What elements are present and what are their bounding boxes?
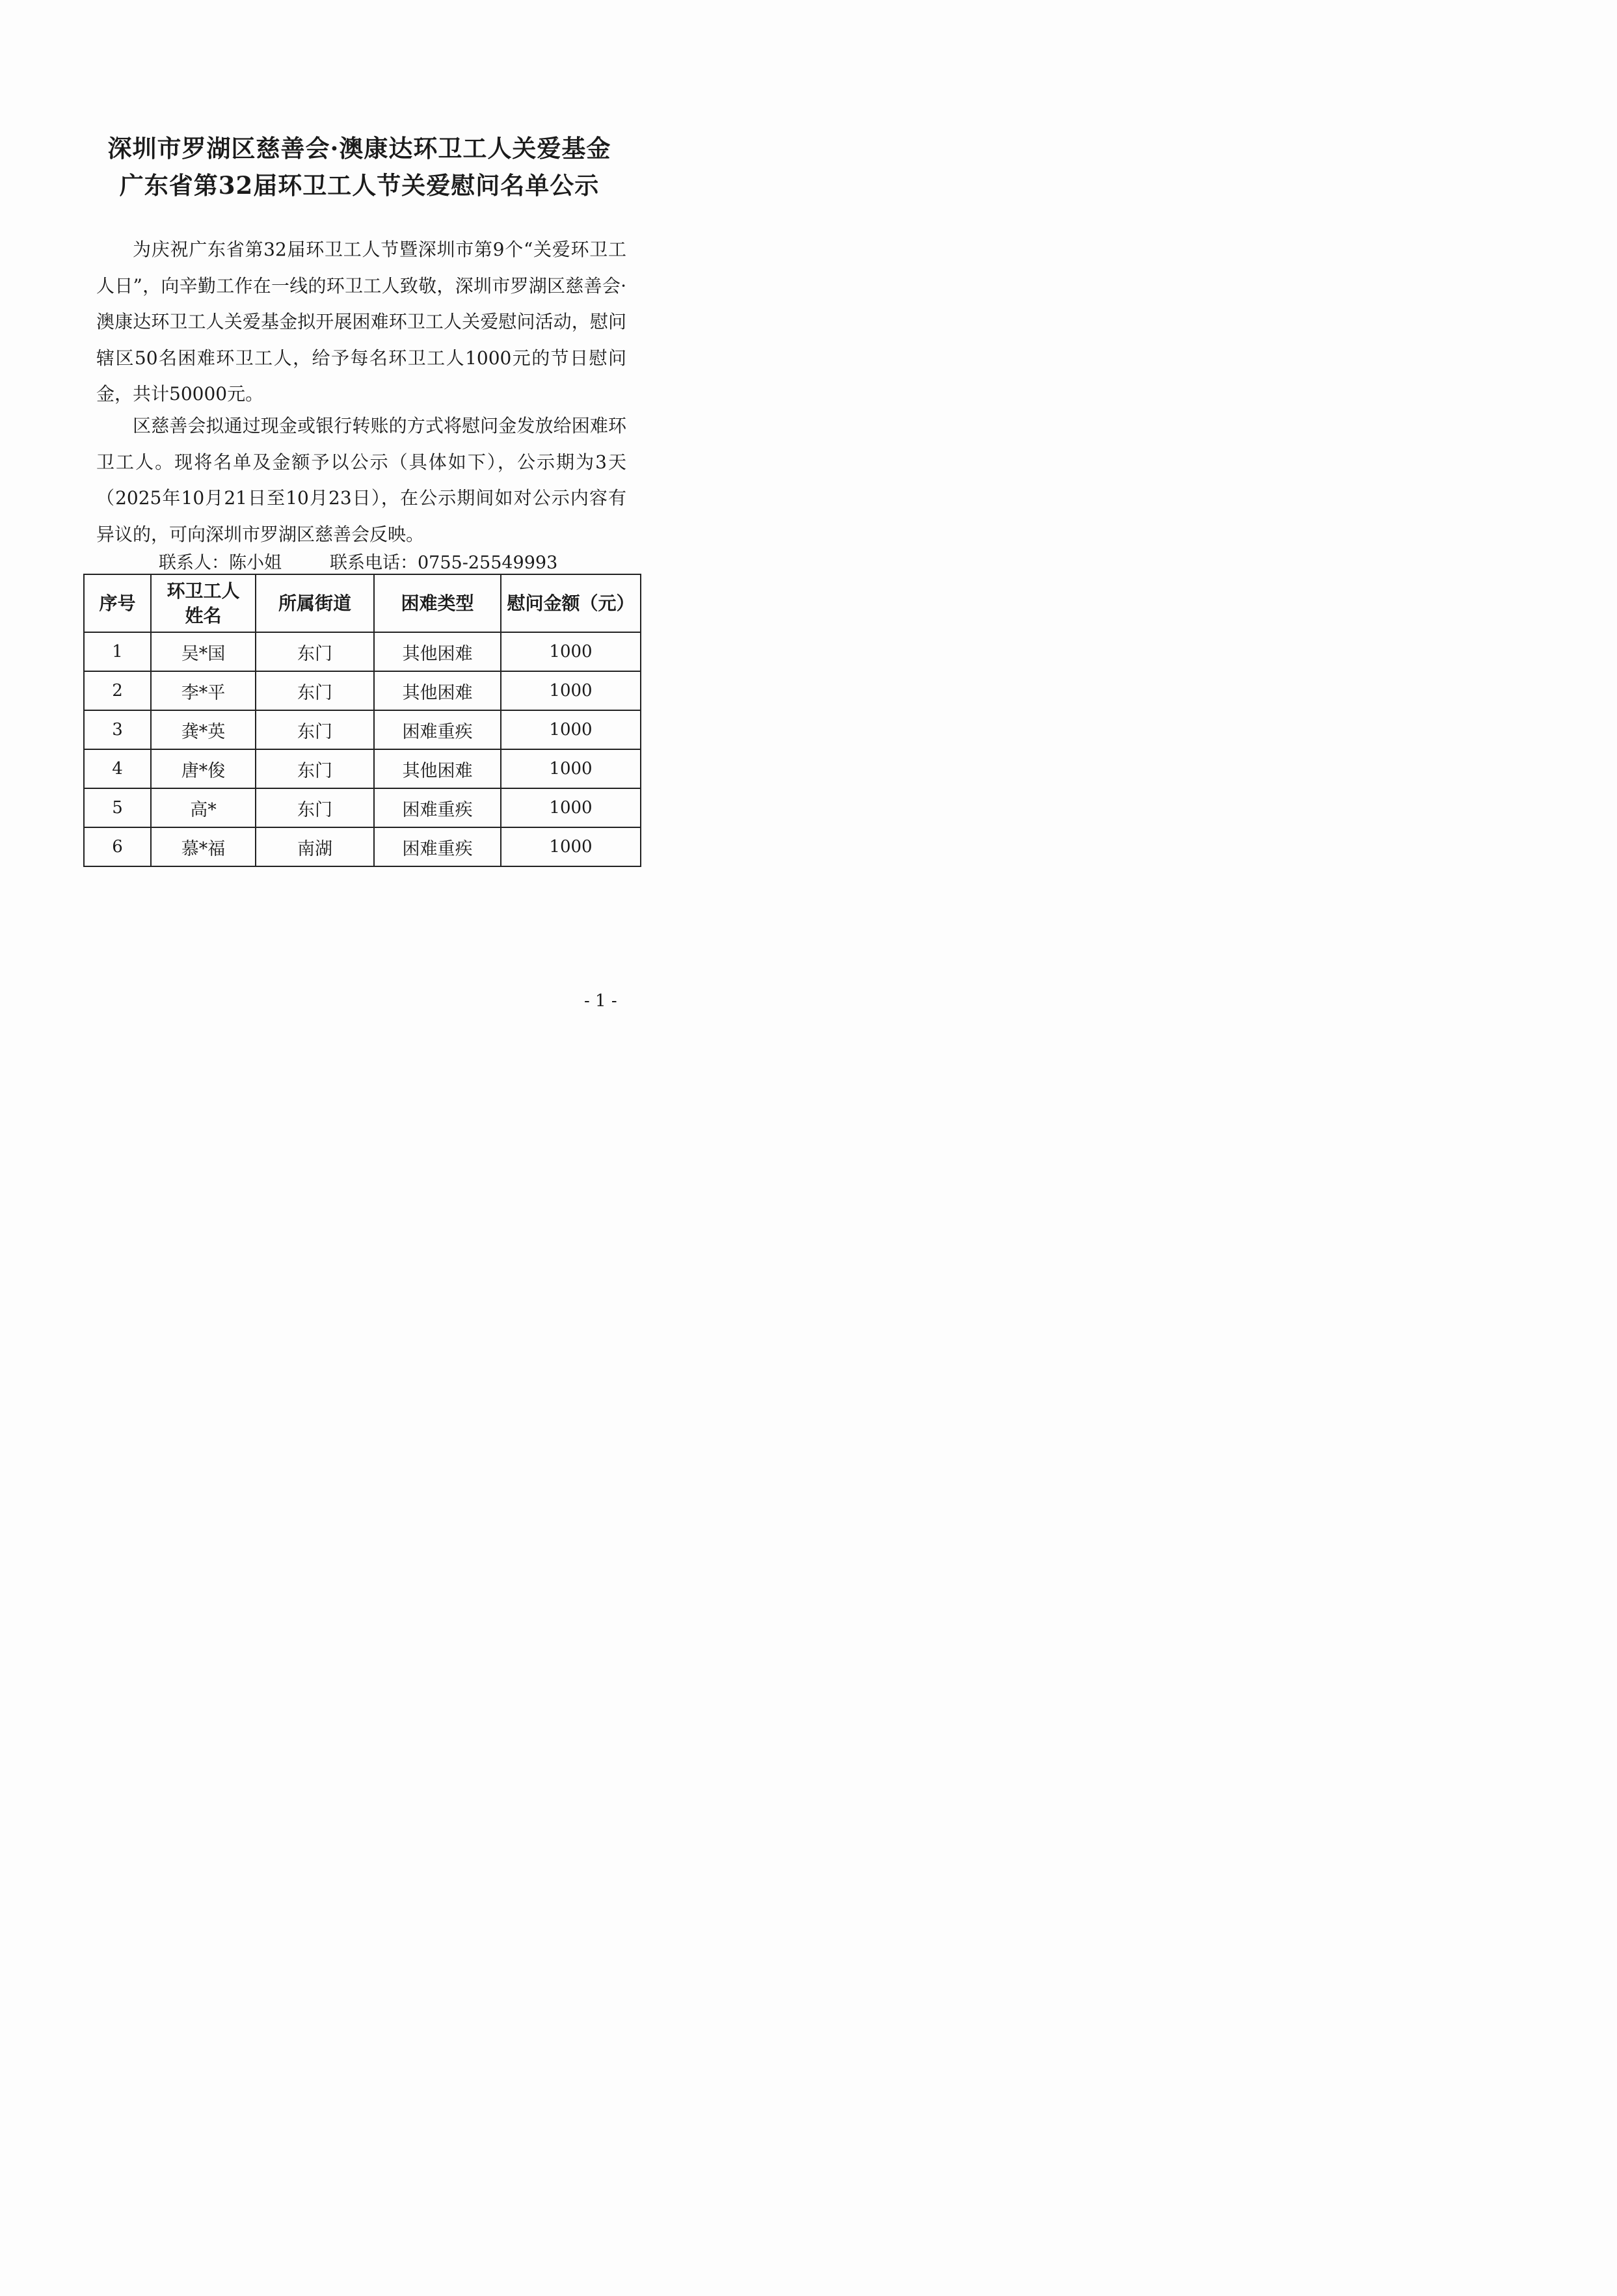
table-row bbox=[84, 710, 641, 749]
row-amount: 1000 bbox=[501, 749, 641, 788]
page-number: - 1 - bbox=[584, 991, 617, 1011]
table-row bbox=[84, 632, 641, 671]
row-name: 唐*俊 bbox=[151, 749, 256, 788]
table-header-row bbox=[84, 574, 641, 632]
document-page bbox=[0, 0, 719, 1021]
row-name: 吴*国 bbox=[151, 632, 256, 671]
row-index: 4 bbox=[84, 749, 151, 788]
header-street: 所属街道 bbox=[256, 574, 374, 632]
row-type: 其他困难 bbox=[374, 749, 501, 788]
row-type: 困难重疾 bbox=[374, 827, 501, 866]
header-index: 序号 bbox=[84, 574, 151, 632]
row-index: 2 bbox=[84, 671, 151, 710]
row-index: 3 bbox=[84, 710, 151, 749]
row-type: 其他困难 bbox=[374, 632, 501, 671]
contact-person: 联系人：陈小姐 bbox=[159, 553, 282, 573]
row-type: 其他困难 bbox=[374, 671, 501, 710]
row-street: 南湖 bbox=[256, 827, 374, 866]
document-title-line-1: 深圳市罗湖区慈善会·澳康达环卫工人关爱基金 bbox=[107, 134, 611, 163]
row-type: 困难重疾 bbox=[374, 788, 501, 827]
row-street: 东门 bbox=[256, 632, 374, 671]
table-row bbox=[84, 749, 641, 788]
header-amount: 慰问金额（元） bbox=[501, 574, 641, 632]
table-row bbox=[84, 671, 641, 710]
row-index: 1 bbox=[84, 632, 151, 671]
intro-paragraph: 为庆祝广东省第32届环卫工人节暨深圳市第9个“关爱环卫工人日”，向辛勤工作在一线的环卫工人致敬，深圳市罗湖区慈善会·澳康达环卫工人关爱基金拟开展困难环卫工人关爱慰问活动，慰问辖区50名困难环卫工人，给予每名环卫工人1000元的节日慰问金，共计50000元。 bbox=[96, 239, 626, 405]
row-index: 5 bbox=[84, 788, 151, 827]
row-amount: 1000 bbox=[501, 671, 641, 710]
table-row bbox=[84, 827, 641, 866]
row-street: 东门 bbox=[256, 749, 374, 788]
row-street: 东门 bbox=[256, 788, 374, 827]
row-amount: 1000 bbox=[501, 788, 641, 827]
header-name: 环卫工人姓名 bbox=[151, 574, 256, 632]
recipient-table bbox=[83, 574, 641, 867]
header-type: 困难类型 bbox=[374, 574, 501, 632]
row-amount: 1000 bbox=[501, 827, 641, 866]
row-type: 困难重疾 bbox=[374, 710, 501, 749]
contact-line bbox=[159, 548, 557, 574]
row-name: 慕*福 bbox=[151, 827, 256, 866]
notice-paragraph: 区慈善会拟通过现金或银行转账的方式将慰问金发放给困难环卫工人。现将名单及金额予以公示（具体如下），公示期为3天（2025年10月21日至10月23日），在公示期间如对公示内容有异议的，可向深圳市罗湖区慈善会反映。 bbox=[96, 415, 626, 545]
row-street: 东门 bbox=[256, 710, 374, 749]
row-name: 高* bbox=[151, 788, 256, 827]
row-street: 东门 bbox=[256, 671, 374, 710]
row-name: 龚*英 bbox=[151, 710, 256, 749]
contact-phone: 联系电话：0755-25549993 bbox=[330, 553, 558, 573]
row-amount: 1000 bbox=[501, 632, 641, 671]
row-amount: 1000 bbox=[501, 710, 641, 749]
table-row bbox=[84, 788, 641, 827]
document-title-line-2: 广东省第32届环卫工人节关爱慰问名单公示 bbox=[119, 171, 600, 200]
row-name: 李*平 bbox=[151, 671, 256, 710]
row-index: 6 bbox=[84, 827, 151, 866]
